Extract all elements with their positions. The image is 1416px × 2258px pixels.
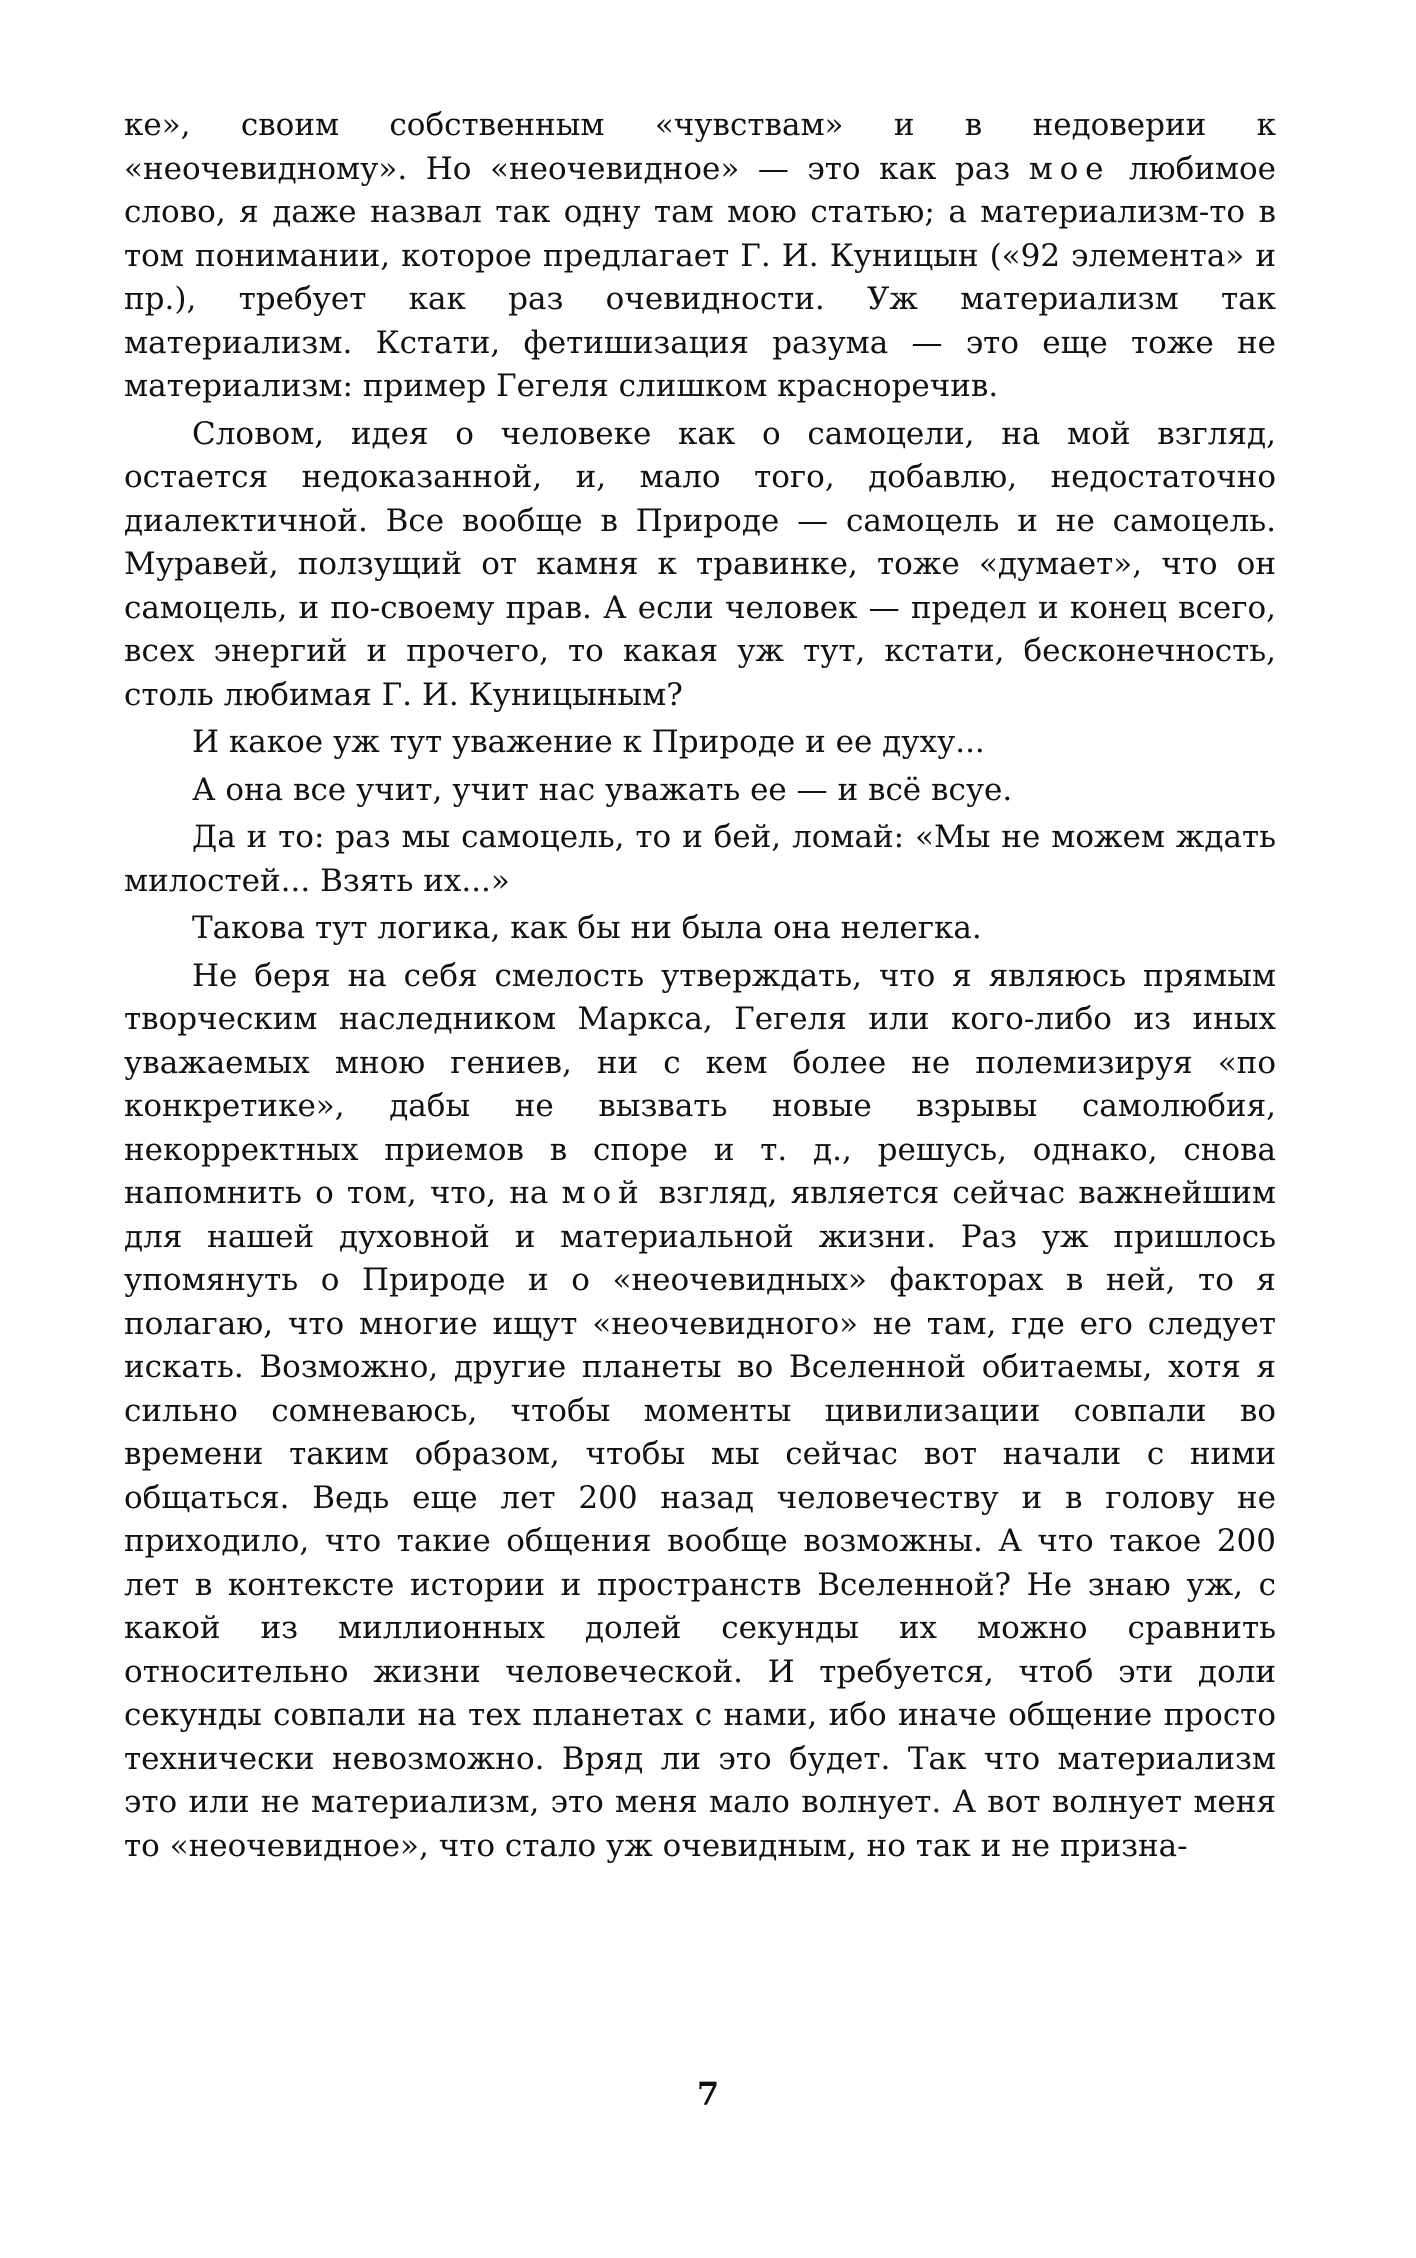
page-text — [124, 104, 1276, 1868]
paragraph-1 — [124, 104, 1276, 409]
paragraph-3: И какое уж тут уважение к Природе и ее духу... — [192, 724, 985, 760]
paragraph-1-part-c: любимое слово, я даже назвал так одну там мою статью; а материализм-то в том понимании, которое предлагает Г. И. Куницын («92 элемента» и пр.), требует как раз очевидности. Уж материализм так материализм. Кстати, фетишизация разума — это еще тоже не материализм: пример Гегеля слишком красноречив. — [124, 150, 1277, 404]
paragraph-7 — [124, 955, 1276, 1869]
emphasis-moi: мой — [561, 1175, 646, 1211]
page-number: 7 — [696, 2075, 720, 2113]
emphasis-moe: мое — [1028, 150, 1111, 187]
paragraph-7-part-c: взгляд, является сейчас важнейшим для нашей духовной и материальной жизни. Раз уж пришлось упомянуть о Природе и о «неочевидных» факторах в ней, то я полагаю, что многие ищут «неочевидного» не там, где его следует искать. Возможно, другие планеты во Вселенной обитаемы, хотя я сильно сомневаюсь, чтобы моменты цивилизации совпали во времени таким образом, чтобы мы сейчас вот начали с ними общаться. Ведь еще лет 200 назад человечеству и в голову не приходило, что такие общения вообще возможны. А что такое 200 лет в контексте истории и пространств Вселенной? Не знаю уж, с какой из миллионных долей секунды их можно сравнить относительно жизни человеческой. И требуется, чтоб эти доли секунды совпали на тех планетах с нами, ибо иначе общение просто технически невозможно. Вряд ли это будет. Так что материализм это или не материализм, это меня мало волнует. А вот волнует меня то «неочевидное», что стало уж очевидным, но так и не призна- — [124, 1175, 1277, 1864]
paragraph-2: Словом, идея о человеке как о самоцели, на мой взгляд, остается недоказанной, и, мало того, добавлю, недостаточно диалектичной. Все вообще в Природе — самоцель и не самоцель. Муравей, ползущий от камня к травинке, тоже «думает», что он самоцель, и по-своему прав. А если человек — предел и конец всего, всех энергий и прочего, то какая уж тут, кстати, бесконечность, столь любимая Г. И. Куницыным? — [124, 415, 1276, 713]
paragraph-1-part-a: ке», своим собственным «чувствам» и в недоверии к «неочевидному». Но «неочевидное» — это как раз — [124, 107, 1276, 187]
paragraph-6: Такова тут логика, как бы ни была она нелегка. — [192, 910, 982, 946]
paragraph-7-part-a: Не беря на себя смелость утверждать, что я являюсь прямым творческим наследником Маркса, Гегеля или кого-либо из иных уважаемых мною гениев, ни с кем более не полемизируя «по конкретике», дабы не вызвать новые взрывы самолюбия, некорректных приемов в споре и т. д., решусь, однако, снова напомнить о том, что, на — [124, 957, 1276, 1211]
paragraph-4: А она все учит, учит нас уважать ее — и всё всуе. — [192, 771, 1013, 808]
paragraph-5: Да и то: раз мы самоцель, то и бей, ломай: «Мы не можем ждать милостей... Взять их...» — [124, 819, 1276, 899]
